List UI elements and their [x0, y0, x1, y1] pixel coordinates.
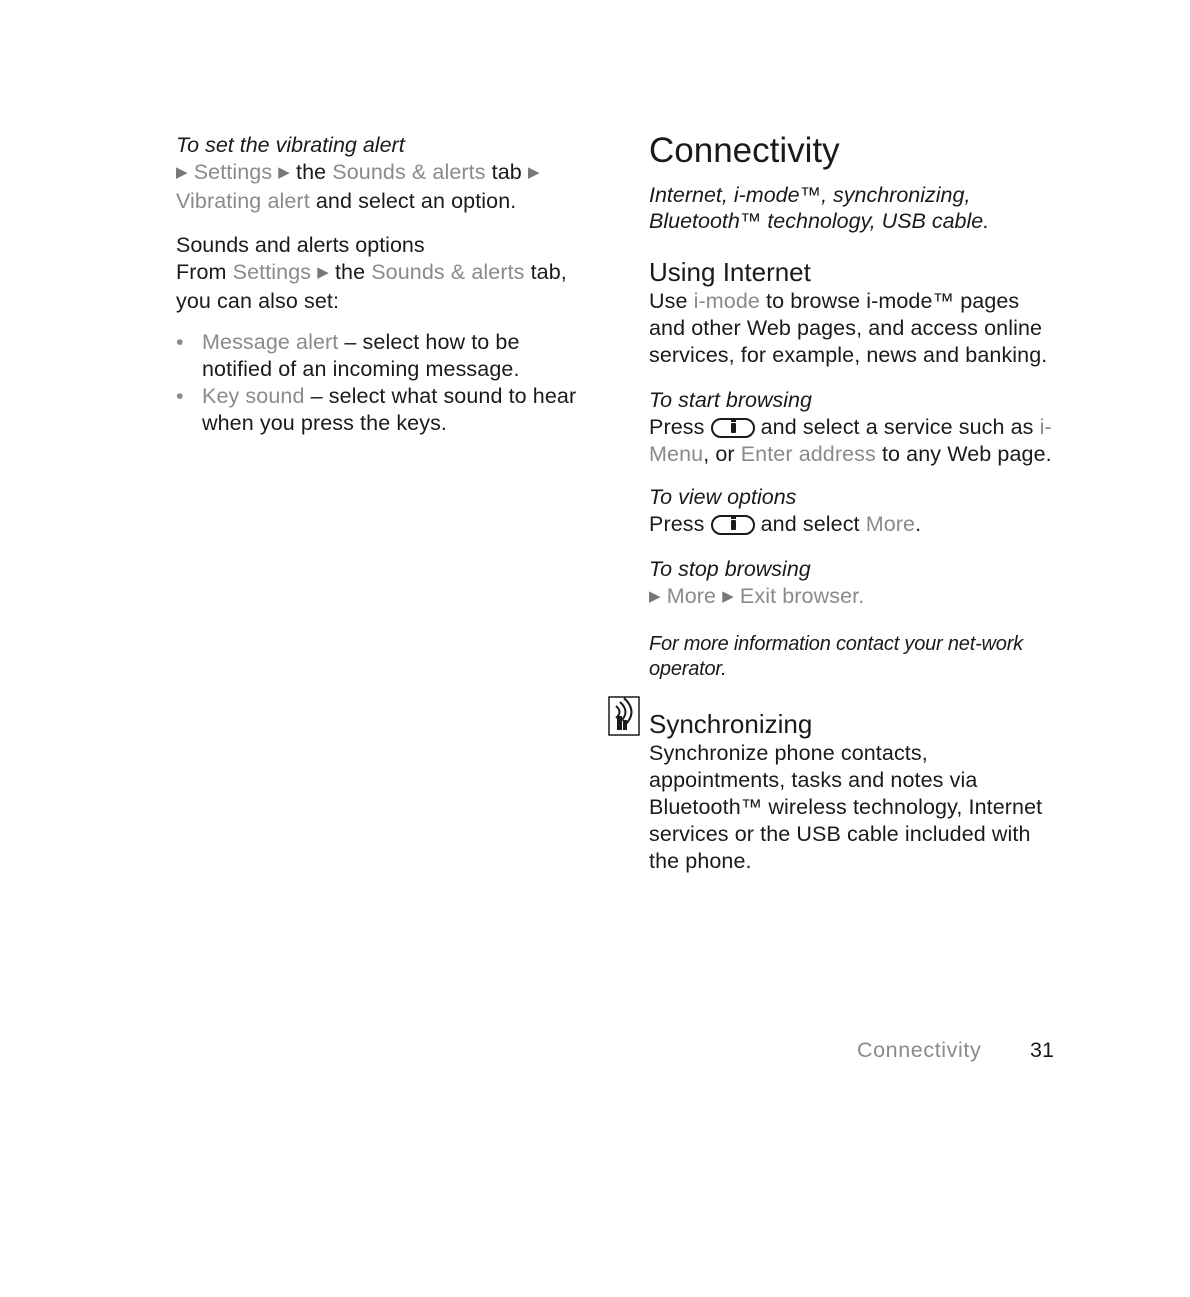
network-operator-note-icon [608, 694, 642, 738]
option-term: Key sound [202, 384, 305, 408]
text-period: . [915, 512, 922, 536]
chapter-lead: Internet, i-mode™, synchronizing, Bluetooth™ technology, USB cable. [649, 183, 990, 233]
section-heading-sync: Synchronizing [649, 709, 813, 739]
vibrating-alert-title: To set the vibrating alert [176, 133, 405, 157]
menu-more: More [666, 584, 717, 608]
section-heading-internet: Using Internet [649, 257, 811, 287]
view-options-step [649, 511, 1059, 538]
start-browsing-step [649, 414, 1059, 468]
option-text: – select what sound to hear when you press the keys. [202, 384, 577, 435]
selection-key-icon [711, 418, 755, 438]
triangle-right-icon: ▶ [278, 164, 290, 181]
text-press: Press [649, 415, 705, 439]
text-use: Use [649, 289, 688, 313]
view-options-title: To view options [649, 485, 797, 509]
text-press: Press [649, 512, 705, 536]
right-column [649, 130, 1059, 875]
triangle-right-icon: ▶ [527, 164, 540, 181]
menu-i-mode: i-mode [693, 289, 760, 313]
text-period: . [858, 584, 865, 608]
text-the: the [296, 160, 327, 184]
menu-vibrating-alert: Vibrating alert [176, 189, 310, 213]
option-text: – select how to be notified of an incoming message. [202, 330, 520, 381]
page-title: Connectivity [649, 131, 840, 170]
options-intro [176, 259, 586, 315]
page-number: 31 [1030, 1038, 1054, 1062]
left-column [176, 132, 586, 437]
stop-browsing-step [649, 583, 1059, 612]
triangle-right-icon: ▶ [317, 264, 329, 281]
internet-description: to browse i-mode™ pages and other Web pages, and access online services, for example, news and banking. [649, 289, 1048, 367]
triangle-right-icon: ▶ [722, 588, 734, 605]
sync-text: Synchronize phone contacts, appointments, tasks and notes via Bluetooth™ wireless technology, Internet services or the USB cable included with the phone. [649, 741, 1043, 873]
text-rest: to any Web page. [881, 442, 1052, 466]
page-footer [857, 1037, 1057, 1064]
menu-sounds-alerts: Sounds & alerts [371, 260, 525, 284]
text-the: the [334, 260, 366, 284]
menu-settings: Settings [193, 160, 273, 184]
text-or: , or [703, 442, 735, 466]
bullet-icon: • [176, 384, 184, 408]
selection-key-icon [711, 515, 755, 535]
options-heading: Sounds and alerts options [176, 233, 425, 257]
menu-sounds-alerts: Sounds & alerts [332, 160, 486, 184]
operator-note: For more information contact your net-work operator. [649, 633, 1023, 680]
options-list [176, 329, 586, 437]
text-tab: tab [491, 160, 522, 184]
menu-enter-address: Enter address [740, 442, 876, 466]
triangle-right-icon: ▶ [176, 164, 188, 181]
list-item [176, 383, 586, 437]
triangle-right-icon: ▶ [649, 588, 661, 605]
text-from: From [176, 260, 227, 284]
menu-i-menu: i-Menu [649, 415, 1052, 466]
bullet-icon: • [176, 330, 184, 354]
vibrating-alert-step [176, 159, 586, 215]
menu-settings: Settings [232, 260, 312, 284]
footer-section: Connectivity [857, 1038, 982, 1062]
text-rest: and select an option. [315, 189, 517, 213]
text-select: and select a service such as [760, 415, 1034, 439]
menu-exit-browser: Exit browser [739, 584, 859, 608]
option-term: Message alert [202, 330, 339, 354]
text-select: and select [760, 512, 860, 536]
internet-text [649, 288, 1059, 369]
stop-browsing-title: To stop browsing [649, 557, 811, 581]
start-browsing-title: To start browsing [649, 388, 812, 412]
list-item [176, 329, 586, 383]
text-rest: tab, you can also set: [176, 260, 567, 313]
menu-more: More [865, 512, 916, 536]
